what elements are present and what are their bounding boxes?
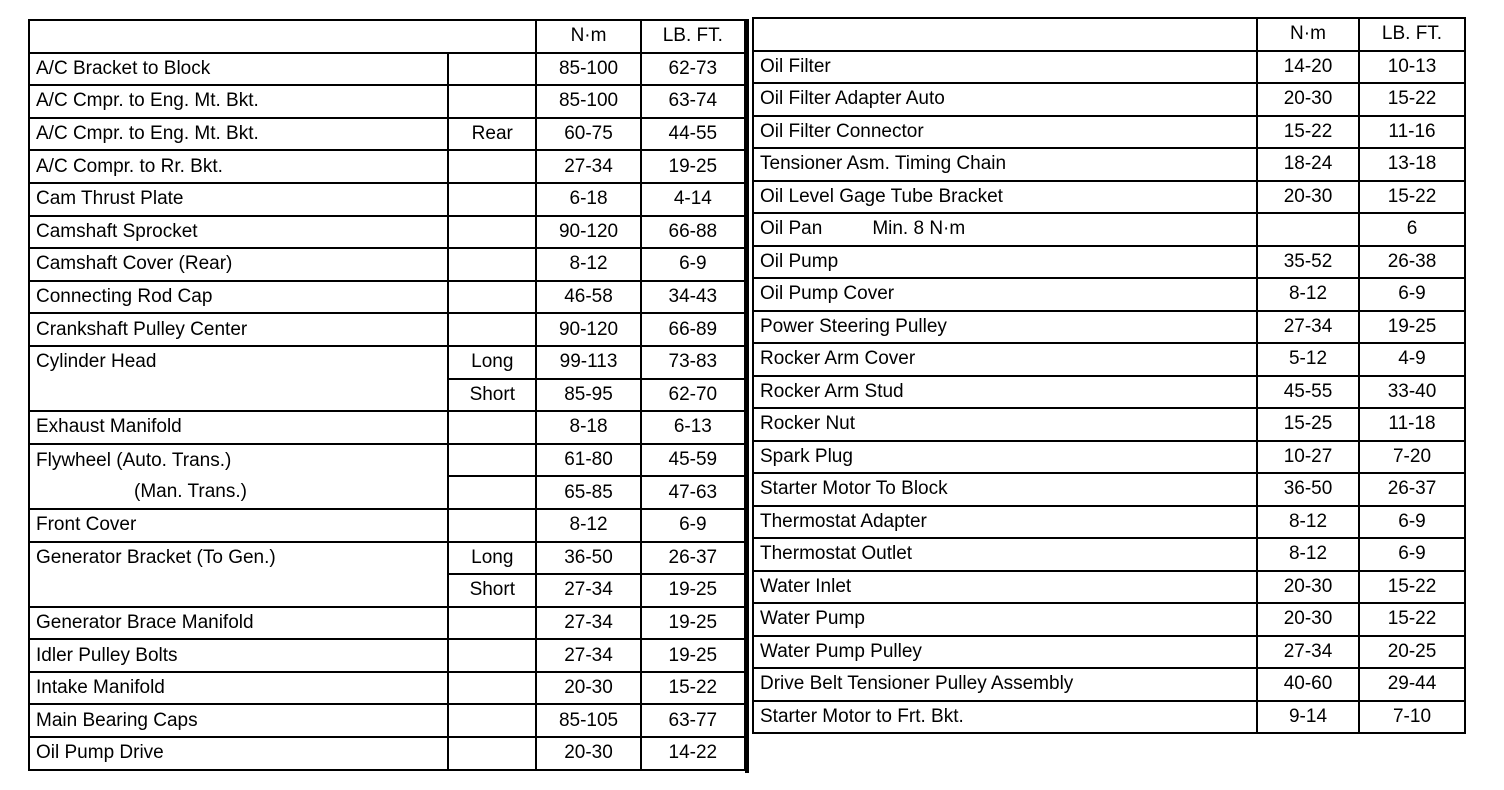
lbft-value: 73-83: [641, 346, 745, 379]
lbft-value: 4-9: [1359, 343, 1465, 376]
nm-header: N·m: [1257, 18, 1359, 51]
table-row: [29, 216, 745, 249]
item-name: Flywheel (Auto. Trans.): [29, 444, 448, 477]
table-row: [29, 313, 745, 346]
nm-value: 18-24: [1257, 148, 1359, 181]
table-row: [753, 408, 1465, 441]
nm-value: 8-18: [536, 411, 640, 444]
sub-cell: [448, 313, 536, 346]
sub-cell: Long: [448, 542, 536, 575]
item-note: Min. 8 N·m: [872, 218, 966, 240]
nm-value: 10-27: [1257, 441, 1359, 474]
table-row: [29, 607, 745, 640]
lbft-value: 66-88: [641, 216, 745, 249]
right-torque-table: [752, 17, 1466, 734]
lbft-value: 29-44: [1359, 668, 1465, 701]
nm-value: 8-12: [536, 509, 640, 542]
lbft-value: 45-59: [641, 444, 745, 477]
nm-value: 27-34: [536, 639, 640, 672]
lbft-value: 26-37: [1359, 473, 1465, 506]
table-row: [29, 118, 745, 151]
nm-value: 61-80: [536, 444, 640, 477]
nm-value: 20-30: [536, 737, 640, 770]
nm-value: 85-100: [536, 53, 640, 86]
table-row: [29, 281, 745, 314]
item-name: Power Steering Pulley: [753, 311, 1257, 344]
nm-value: 8-12: [1257, 506, 1359, 539]
table-row: [753, 376, 1465, 409]
item-name: A/C Bracket to Block: [29, 53, 448, 86]
item-name: Generator Brace Manifold: [29, 607, 448, 640]
item-name: Oil Pump Cover: [753, 278, 1257, 311]
nm-value: 20-30: [1257, 571, 1359, 604]
sub-cell: Short: [448, 379, 536, 412]
table-row: [753, 343, 1465, 376]
lbft-value: 15-22: [1359, 571, 1465, 604]
nm-value: 65-85: [536, 476, 640, 509]
nm-value: 27-34: [1257, 636, 1359, 669]
lbft-value: 13-18: [1359, 148, 1465, 181]
lbft-value: 63-77: [641, 704, 745, 737]
sub-cell: [448, 248, 536, 281]
sub-cell: [448, 216, 536, 249]
table-row: [29, 150, 745, 183]
sub-cell: Short: [448, 574, 536, 607]
item-name: Oil Filter: [753, 51, 1257, 84]
nm-value: 85-100: [536, 85, 640, 118]
lbft-value: 15-22: [1359, 83, 1465, 116]
nm-header: N·m: [536, 20, 640, 53]
lbft-value: 20-25: [1359, 636, 1465, 669]
item-name: Rocker Nut: [753, 408, 1257, 441]
lbft-value: 19-25: [1359, 311, 1465, 344]
lbft-value: 15-22: [641, 672, 745, 705]
nm-value: 45-55: [1257, 376, 1359, 409]
nm-value: 85-105: [536, 704, 640, 737]
table-row: [753, 83, 1465, 116]
lbft-value: 26-38: [1359, 246, 1465, 279]
item-name: Starter Motor To Block: [753, 473, 1257, 506]
lbft-value: 33-40: [1359, 376, 1465, 409]
item-name: Rocker Arm Stud: [753, 376, 1257, 409]
lbft-header: LB. FT.: [641, 20, 745, 53]
item-name: Starter Motor to Frt. Bkt.: [753, 701, 1257, 734]
lbft-value: 19-25: [641, 607, 745, 640]
item-name: Drive Belt Tensioner Pulley Assembly: [753, 668, 1257, 701]
lbft-value: 15-22: [1359, 181, 1465, 214]
lbft-value: 19-25: [641, 574, 745, 607]
item-name: Oil Filter Connector: [753, 116, 1257, 149]
nm-value: 60-75: [536, 118, 640, 151]
nm-value: 9-14: [1257, 701, 1359, 734]
sub-cell: [448, 704, 536, 737]
nm-value: 8-12: [536, 248, 640, 281]
lbft-value: 6-9: [1359, 278, 1465, 311]
nm-value: 36-50: [1257, 473, 1359, 506]
lbft-value: 11-16: [1359, 116, 1465, 149]
table-row: [753, 603, 1465, 636]
table-row: [29, 542, 745, 575]
table-row: [29, 704, 745, 737]
nm-value: 5-12: [1257, 343, 1359, 376]
table-row: [753, 311, 1465, 344]
table-row: [753, 116, 1465, 149]
table-row: [753, 506, 1465, 539]
nm-value: 20-30: [536, 672, 640, 705]
sub-cell: [448, 509, 536, 542]
lbft-value: 19-25: [641, 639, 745, 672]
sub-cell: [448, 150, 536, 183]
nm-value: 85-95: [536, 379, 640, 412]
item-name: Cylinder Head: [29, 346, 448, 411]
sub-cell: [448, 183, 536, 216]
header-row: [29, 20, 745, 53]
item-name: Generator Bracket (To Gen.): [29, 542, 448, 607]
nm-value: 99-113: [536, 346, 640, 379]
lbft-value: 6-9: [641, 248, 745, 281]
nm-value: 6-18: [536, 183, 640, 216]
item-name: Spark Plug: [753, 441, 1257, 474]
nm-value: 36-50: [536, 542, 640, 575]
item-name: Cam Thrust Plate: [29, 183, 448, 216]
table-row: [753, 246, 1465, 279]
item-name: Oil Pump: [753, 246, 1257, 279]
item-name: Main Bearing Caps: [29, 704, 448, 737]
nm-value: 20-30: [1257, 83, 1359, 116]
lbft-value: 44-55: [641, 118, 745, 151]
table-row: [29, 248, 745, 281]
nm-value: 27-34: [536, 574, 640, 607]
table-row: [29, 639, 745, 672]
table-row: [29, 183, 745, 216]
item-header-cell: [29, 20, 536, 53]
lbft-value: 4-14: [641, 183, 745, 216]
sub-cell: [448, 672, 536, 705]
item-name: (Man. Trans.): [29, 476, 448, 509]
nm-value: 27-34: [536, 607, 640, 640]
item-name: Tensioner Asm. Timing Chain: [753, 148, 1257, 181]
sub-cell: [448, 53, 536, 86]
item-label: Oil Pan: [760, 218, 823, 240]
lbft-value: 6: [1359, 213, 1465, 246]
header-row: [753, 18, 1465, 51]
lbft-value: 6-9: [1359, 506, 1465, 539]
item-name: Thermostat Outlet: [753, 538, 1257, 571]
sub-cell: [448, 476, 536, 509]
item-name: Thermostat Adapter: [753, 506, 1257, 539]
item-name: Water Inlet: [753, 571, 1257, 604]
nm-value: 90-120: [536, 313, 640, 346]
table-row: [29, 53, 745, 86]
table-row: [753, 538, 1465, 571]
item-name: Intake Manifold: [29, 672, 448, 705]
table-row: [753, 636, 1465, 669]
lbft-value: 34-43: [641, 281, 745, 314]
lbft-value: 11-18: [1359, 408, 1465, 441]
nm-value: 27-34: [536, 150, 640, 183]
item-name: Connecting Rod Cap: [29, 281, 448, 314]
lbft-value: 6-13: [641, 411, 745, 444]
sub-cell: [448, 737, 536, 770]
table-row: [29, 411, 745, 444]
item-name: Crankshaft Pulley Center: [29, 313, 448, 346]
nm-value: [1257, 213, 1359, 246]
sub-cell: [448, 85, 536, 118]
table-row: [29, 444, 745, 477]
table-row: [29, 737, 745, 770]
nm-value: 20-30: [1257, 181, 1359, 214]
nm-value: 27-34: [1257, 311, 1359, 344]
table-row: [753, 213, 1465, 246]
item-name: A/C Compr. to Rr. Bkt.: [29, 150, 448, 183]
lbft-value: 19-25: [641, 150, 745, 183]
lbft-value: 15-22: [1359, 603, 1465, 636]
lbft-value: 7-10: [1359, 701, 1465, 734]
lbft-value: 62-73: [641, 53, 745, 86]
table-row: [753, 441, 1465, 474]
nm-value: 46-58: [536, 281, 640, 314]
table-row: [753, 181, 1465, 214]
lbft-value: 14-22: [641, 737, 745, 770]
sub-cell: Rear: [448, 118, 536, 151]
item-name: Water Pump: [753, 603, 1257, 636]
table-row: [29, 476, 745, 509]
nm-value: 15-22: [1257, 116, 1359, 149]
item-name: Rocker Arm Cover: [753, 343, 1257, 376]
item-name: Exhaust Manifold: [29, 411, 448, 444]
nm-value: 40-60: [1257, 668, 1359, 701]
table-row: [753, 668, 1465, 701]
nm-value: 14-20: [1257, 51, 1359, 84]
lbft-header: LB. FT.: [1359, 18, 1465, 51]
item-name: Camshaft Cover (Rear): [29, 248, 448, 281]
nm-value: 15-25: [1257, 408, 1359, 441]
lbft-value: 26-37: [641, 542, 745, 575]
table-row: [753, 473, 1465, 506]
sub-cell: Long: [448, 346, 536, 379]
item-name: Idler Pulley Bolts: [29, 639, 448, 672]
lbft-value: 63-74: [641, 85, 745, 118]
lbft-value: 10-13: [1359, 51, 1465, 84]
item-name: Front Cover: [29, 509, 448, 542]
table-row: [753, 701, 1465, 734]
nm-value: 8-12: [1257, 278, 1359, 311]
item-name: Water Pump Pulley: [753, 636, 1257, 669]
item-name: Oil Pump Drive: [29, 737, 448, 770]
sub-cell: [448, 281, 536, 314]
lbft-value: 66-89: [641, 313, 745, 346]
item-name: A/C Cmpr. to Eng. Mt. Bkt.: [29, 85, 448, 118]
lbft-value: 62-70: [641, 379, 745, 412]
table-row: [753, 278, 1465, 311]
table-divider: [745, 19, 749, 773]
lbft-value: 6-9: [1359, 538, 1465, 571]
item-name: A/C Cmpr. to Eng. Mt. Bkt.: [29, 118, 448, 151]
nm-value: 20-30: [1257, 603, 1359, 636]
left-torque-table: [28, 19, 746, 771]
item-name: Camshaft Sprocket: [29, 216, 448, 249]
lbft-value: 47-63: [641, 476, 745, 509]
table-row: [29, 509, 745, 542]
table-row: [753, 51, 1465, 84]
nm-value: 8-12: [1257, 538, 1359, 571]
sub-cell: [448, 639, 536, 672]
table-row: [29, 672, 745, 705]
sub-cell: [448, 411, 536, 444]
sub-cell: [448, 607, 536, 640]
table-row: [29, 346, 745, 379]
table-row: [29, 85, 745, 118]
table-row: [753, 571, 1465, 604]
table-row: [753, 148, 1465, 181]
lbft-value: 7-20: [1359, 441, 1465, 474]
item-name: [753, 213, 1257, 246]
sub-cell: [448, 444, 536, 477]
item-name: Oil Level Gage Tube Bracket: [753, 181, 1257, 214]
item-name: Oil Filter Adapter Auto: [753, 83, 1257, 116]
lbft-value: 6-9: [641, 509, 745, 542]
nm-value: 35-52: [1257, 246, 1359, 279]
nm-value: 90-120: [536, 216, 640, 249]
item-header-cell: [753, 18, 1257, 51]
